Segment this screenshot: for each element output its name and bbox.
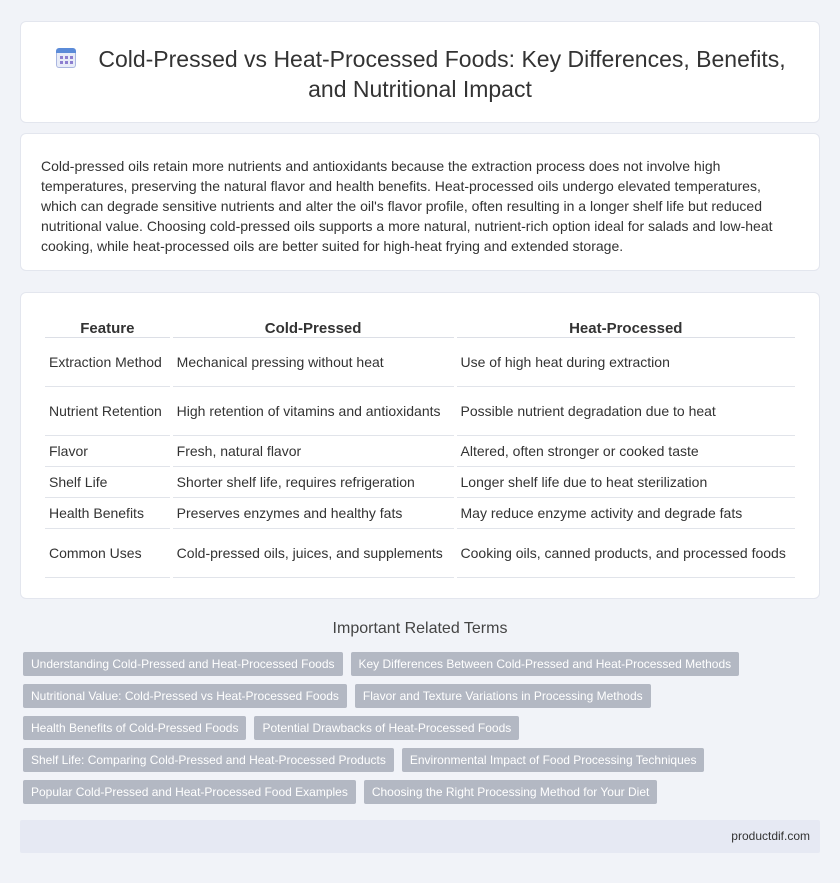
table-header-row [45,316,795,338]
header-feature: Feature [45,316,170,338]
related-term-tag[interactable]: Health Benefits of Cold-Pressed Foods [23,716,246,740]
feature-cell: Flavor [45,436,170,467]
header-heat-processed: Heat-Processed [457,316,795,338]
comparison-table-card [20,292,820,599]
footer-site-link[interactable]: productdif.com [731,829,810,843]
cold-pressed-cell: Fresh, natural flavor [173,436,454,467]
heat-processed-cell: Altered, often stronger or cooked taste [457,436,795,467]
related-term-tag[interactable]: Choosing the Right Processing Method for Your Diet [364,780,658,804]
page-title-text: Cold-Pressed vs Heat-Processed Foods: Key Differences, Benefits, and Nutritional Impact [98,46,786,102]
related-term-tag[interactable]: Shelf Life: Comparing Cold-Pressed and Heat-Processed Products [23,748,394,772]
heat-processed-cell: May reduce enzyme activity and degrade fats [457,498,795,529]
related-term-tag[interactable]: Key Differences Between Cold-Pressed and Heat-Processed Methods [351,652,740,676]
heat-processed-cell: Cooking oils, canned products, and processed foods [457,529,795,578]
feature-cell: Shelf Life [45,467,170,498]
summary-text: Cold-pressed oils retain more nutrients and antioxidants because the extraction process does not involve high temperatures, preserving the natural flavor and health benefits. Heat-processed oils undergo elevated temperatures, which can degrade sensitive nutrients and alter the oil's flavor profile, often resulting in a longer shelf life but reduced nutritional value. Choosing cold-pressed oils supports a more natural, nutrient-rich option ideal for salads and low-heat cooking, while heat-processed oils are better suited for high-heat frying and extended storage. [41,158,773,254]
table-row [45,467,795,498]
related-terms-tags [23,652,823,812]
header-cold-pressed: Cold-Pressed [173,316,454,338]
related-term-tag[interactable]: Flavor and Texture Variations in Processing Methods [355,684,651,708]
cold-pressed-cell: High retention of vitamins and antioxidants [173,387,454,436]
related-term-tag[interactable]: Popular Cold-Pressed and Heat-Processed Food Examples [23,780,356,804]
feature-cell: Common Uses [45,529,170,578]
footer [20,820,820,853]
related-term-tag[interactable]: Potential Drawbacks of Heat-Processed Foods [254,716,519,740]
feature-cell: Nutrient Retention [45,387,170,436]
cold-pressed-cell: Shorter shelf life, requires refrigeration [173,467,454,498]
calendar-icon [54,46,78,70]
cold-pressed-cell: Preserves enzymes and healthy fats [173,498,454,529]
table-row [45,338,795,387]
related-terms-title: Important Related Terms [332,620,508,637]
related-term-tag[interactable]: Nutritional Value: Cold-Pressed vs Heat-Processed Foods [23,684,347,708]
heat-processed-cell: Use of high heat during extraction [457,338,795,387]
heat-processed-cell: Longer shelf life due to heat sterilization [457,467,795,498]
table-row [45,387,795,436]
header-card [20,21,820,123]
heat-processed-cell: Possible nutrient degradation due to heat [457,387,795,436]
table-row [45,498,795,529]
feature-cell: Health Benefits [45,498,170,529]
related-term-tag[interactable]: Environmental Impact of Food Processing Techniques [402,748,705,772]
feature-cell: Extraction Method [45,338,170,387]
table-row [45,529,795,578]
table-row [45,436,795,467]
cold-pressed-cell: Cold-pressed oils, juices, and supplements [173,529,454,578]
comparison-table [42,316,798,578]
page-title [41,44,799,104]
related-term-tag[interactable]: Understanding Cold-Pressed and Heat-Processed Foods [23,652,343,676]
summary-card [20,133,820,271]
cold-pressed-cell: Mechanical pressing without heat [173,338,454,387]
